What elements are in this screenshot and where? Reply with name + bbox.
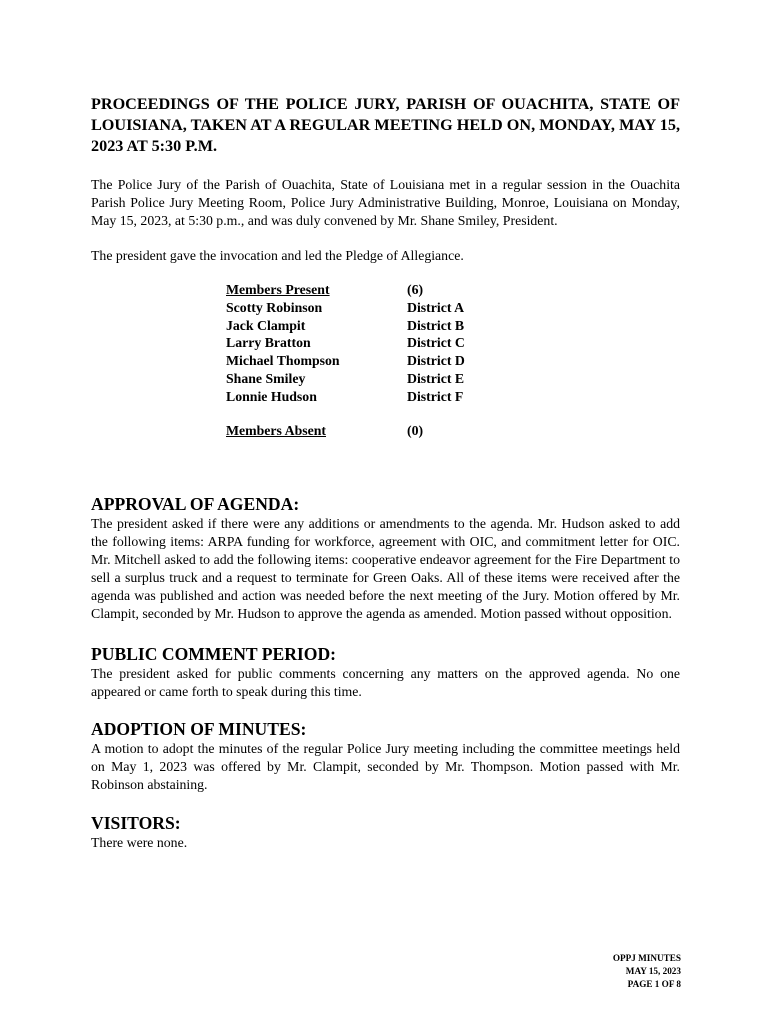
member-name: Scotty Robinson: [226, 299, 323, 315]
member-row: [226, 352, 680, 370]
members-absent-header: [226, 422, 680, 440]
section-adoption-of-minutes: [91, 718, 680, 794]
members-absent-count: (0): [407, 422, 424, 438]
footer-page-number: PAGE 1 OF 8: [627, 979, 681, 989]
members-absent-label: Members Absent: [226, 422, 327, 438]
member-name: Larry Bratton: [226, 335, 311, 351]
section-body: The president asked for public comments concerning any matters on the approved agenda. No one appeared or came forth to speak during this time.: [91, 666, 680, 700]
member-district: District A: [407, 299, 465, 315]
member-name: Lonnie Hudson: [226, 388, 317, 404]
member-name: Michael Thompson: [226, 353, 340, 369]
member-row: [226, 299, 680, 317]
member-district: District D: [407, 353, 465, 369]
member-district: District F: [407, 388, 464, 404]
members-roster: [226, 281, 680, 439]
section-body: The president asked if there were any additions or amendments to the agenda. Mr. Hudson asked to add the following items: ARPA funding for workforce, agreement with OIC, and commitment letter for OIC. Mr. Mitchell asked to add the following items: cooperative endeavor agreement for the Fire Department to sell a surplus truck and a request to terminate for Green Oaks. All of these items were received after the agenda was published and action was needed before the next meeting of the Jury. Motion offered by Mr. Clampit, seconded by Mr. Hudson to approve the agenda as amended. Motion passed without opposition.: [91, 516, 680, 622]
members-present-count: (6): [407, 282, 424, 297]
roster-spacer: [226, 406, 680, 422]
intro-paragraph: The Police Jury of the Parish of Ouachita, State of Louisiana met in a regular session in the Ouachita Parish Police Jury Meeting Room, Police Jury Administrative Building, Monroe, Louisiana on Monday, May 15, 2023, at 5:30 p.m., and was duly convened by Mr. Shane Smiley, President.: [91, 177, 680, 228]
member-district: District E: [407, 370, 465, 386]
member-district: District B: [407, 317, 465, 333]
members-present-label: Members Present: [226, 282, 330, 297]
section-heading: VISITORS:: [91, 813, 181, 834]
section-approval-of-agenda: [91, 493, 680, 623]
document-page: [91, 94, 680, 852]
section-body: There were none.: [91, 835, 188, 851]
section-heading: ADOPTION OF MINUTES:: [91, 719, 307, 740]
member-name: Jack Clampit: [226, 317, 306, 333]
member-row: [226, 317, 680, 335]
section-heading: APPROVAL OF AGENDA:: [91, 494, 300, 515]
page-footer: [613, 952, 681, 991]
member-row: [226, 388, 680, 406]
document-title: PROCEEDINGS OF THE POLICE JURY, PARISH OF OUACHITA, STATE OF LOUISIANA, TAKEN AT A REGULAR MEETING HELD ON, MONDAY, MAY 15, 2023 AT 5:30 P.M.: [91, 95, 680, 155]
section-heading: PUBLIC COMMENT PERIOD:: [91, 644, 337, 665]
invocation-paragraph: The president gave the invocation and led the Pledge of Allegiance.: [91, 248, 464, 263]
member-row: [226, 370, 680, 388]
section-body: A motion to adopt the minutes of the regular Police Jury meeting including the committee meetings held on May 1, 2023 was offered by Mr. Clampit, seconded by Mr. Thompson. Motion passed with Mr. Robinson abstaining.: [91, 741, 680, 793]
section-visitors: [91, 812, 680, 852]
members-present-header: [226, 281, 680, 299]
section-public-comment-period: [91, 643, 680, 701]
footer-doc-label: OPPJ MINUTES: [612, 953, 681, 963]
member-district: District C: [407, 335, 465, 351]
footer-date: MAY 15, 2023: [625, 966, 681, 976]
member-row: [226, 334, 680, 352]
member-name: Shane Smiley: [226, 370, 306, 386]
